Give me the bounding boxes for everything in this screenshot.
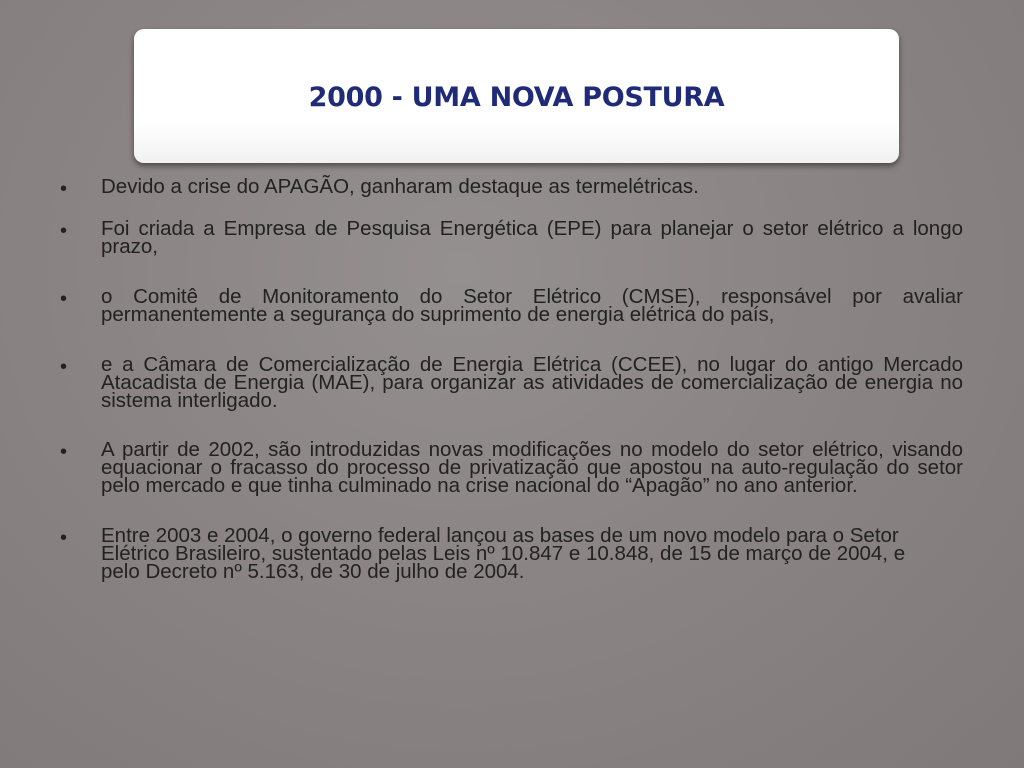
bullet-marker: • (60, 288, 68, 310)
slide-content (60, 175, 963, 602)
bullet-text: Entre 2003 e 2004, o governo federal lançou as bases de um novo modelo para o Setor Elétrico Brasileiro, sustentado pelas Leis nº 10.847 e 10.848, de 15 de março de 2004, e pelo Decreto nº 5.163, de 30 de julho de 2004. (101, 524, 906, 583)
bullet-marker: • (60, 356, 68, 378)
bullet-text: Devido a crise do APAGÃO, ganharam destaque as termelétricas. (101, 175, 699, 198)
bullet-text: Foi criada a Empresa de Pesquisa Energética (EPE) para planejar o setor elétrico a longo prazo, (101, 217, 963, 258)
bullet-item (60, 438, 963, 497)
slide-title-box (134, 29, 899, 163)
bullet-item (60, 353, 963, 412)
bullet-marker: • (60, 527, 68, 549)
bullet-marker: • (60, 178, 68, 200)
bullet-text: A partir de 2002, são introduzidas novas modificações no modelo do setor elétrico, visando equacionar o fracasso do processo de privatização que apostou na auto-regulação do setor pelo mercado e que tinha culminado na crise nacional do “Apagão” no ano anterior. (101, 438, 963, 497)
bullet-item (60, 217, 963, 258)
bullet-text: e a Câmara de Comercialização de Energia Elétrica (CCEE), no lugar do antigo Mercado Atacadista de Energia (MAE), para organizar as atividades de comercialização de energia no sistema interligado. (101, 353, 963, 412)
slide-title: 2000 - UMA NOVA POSTURA (308, 81, 725, 113)
bullet-item (60, 524, 963, 583)
bullet-item (60, 175, 963, 200)
bullet-marker: • (60, 220, 68, 242)
bullet-item (60, 285, 963, 326)
bullet-marker: • (60, 441, 68, 463)
bullet-text: o Comitê de Monitoramento do Setor Elétrico (CMSE), responsável por avaliar permanentemente a segurança do suprimento de energia elétrica do país, (101, 285, 963, 326)
